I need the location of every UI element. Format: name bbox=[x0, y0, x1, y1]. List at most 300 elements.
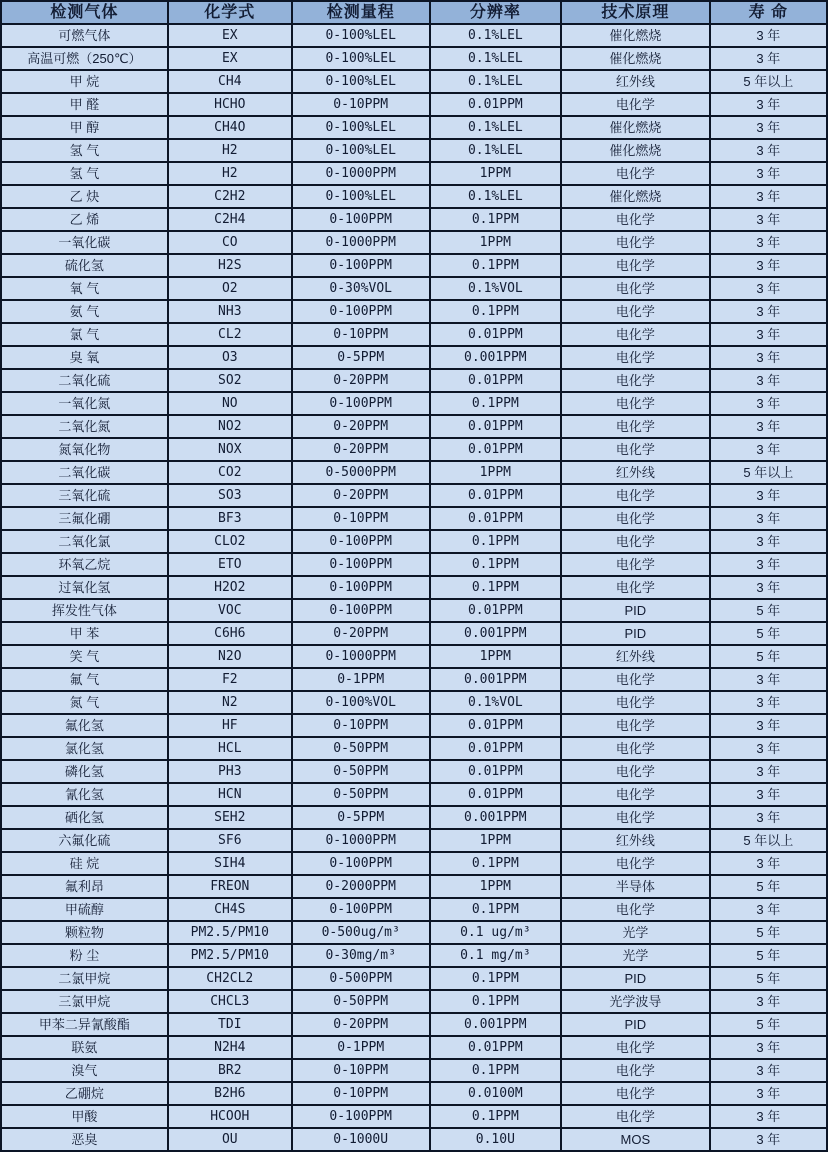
cell-range: 0-1000PPM bbox=[292, 162, 430, 185]
table-row bbox=[1, 93, 827, 116]
cell-gas: 三氟化硼 bbox=[1, 507, 168, 530]
table-row bbox=[1, 1082, 827, 1105]
cell-range: 0-100%VOL bbox=[292, 691, 430, 714]
cell-lifespan: 3 年 bbox=[710, 1128, 827, 1151]
cell-resolution: 0.1PPM bbox=[430, 1105, 561, 1128]
cell-range: 0-100%LEL bbox=[292, 47, 430, 70]
cell-formula: CH2CL2 bbox=[168, 967, 292, 990]
cell-principle: 电化学 bbox=[561, 438, 710, 461]
cell-formula: C6H6 bbox=[168, 622, 292, 645]
cell-lifespan: 3 年 bbox=[710, 438, 827, 461]
cell-gas: 硅 烷 bbox=[1, 852, 168, 875]
cell-principle: 电化学 bbox=[561, 93, 710, 116]
cell-resolution: 1PPM bbox=[430, 461, 561, 484]
cell-principle: 电化学 bbox=[561, 1036, 710, 1059]
cell-gas: 二氯甲烷 bbox=[1, 967, 168, 990]
cell-principle: 电化学 bbox=[561, 346, 710, 369]
cell-formula: PM2.5/PM10 bbox=[168, 944, 292, 967]
cell-gas: 磷化氢 bbox=[1, 760, 168, 783]
cell-range: 0-50PPM bbox=[292, 760, 430, 783]
cell-resolution: 1PPM bbox=[430, 829, 561, 852]
cell-lifespan: 3 年 bbox=[710, 392, 827, 415]
cell-principle: 催化燃烧 bbox=[561, 24, 710, 47]
cell-principle: 电化学 bbox=[561, 162, 710, 185]
cell-lifespan: 3 年 bbox=[710, 346, 827, 369]
table-row bbox=[1, 323, 827, 346]
cell-formula: H2O2 bbox=[168, 576, 292, 599]
cell-lifespan: 3 年 bbox=[710, 507, 827, 530]
cell-gas: 二氧化碳 bbox=[1, 461, 168, 484]
cell-resolution: 0.001PPM bbox=[430, 668, 561, 691]
table-row bbox=[1, 553, 827, 576]
cell-gas: 甲 苯 bbox=[1, 622, 168, 645]
table-row bbox=[1, 967, 827, 990]
cell-range: 0-500ug/m³ bbox=[292, 921, 430, 944]
cell-resolution: 0.1PPM bbox=[430, 254, 561, 277]
cell-resolution: 0.1PPM bbox=[430, 300, 561, 323]
cell-lifespan: 3 年 bbox=[710, 162, 827, 185]
cell-resolution: 0.01PPM bbox=[430, 323, 561, 346]
cell-resolution: 0.1%LEL bbox=[430, 116, 561, 139]
cell-formula: N2 bbox=[168, 691, 292, 714]
cell-gas: 臭 氧 bbox=[1, 346, 168, 369]
cell-formula: B2H6 bbox=[168, 1082, 292, 1105]
cell-gas: 挥发性气体 bbox=[1, 599, 168, 622]
cell-formula: SF6 bbox=[168, 829, 292, 852]
cell-principle: 电化学 bbox=[561, 576, 710, 599]
cell-formula: HCHO bbox=[168, 93, 292, 116]
table-row bbox=[1, 369, 827, 392]
cell-resolution: 0.01PPM bbox=[430, 369, 561, 392]
table-row bbox=[1, 1036, 827, 1059]
cell-formula: HCL bbox=[168, 737, 292, 760]
cell-gas: 乙 烯 bbox=[1, 208, 168, 231]
cell-formula: O2 bbox=[168, 277, 292, 300]
table-row bbox=[1, 438, 827, 461]
cell-formula: EX bbox=[168, 47, 292, 70]
cell-formula: SO3 bbox=[168, 484, 292, 507]
cell-resolution: 0.0100M bbox=[430, 1082, 561, 1105]
table-row bbox=[1, 70, 827, 93]
cell-formula: FREON bbox=[168, 875, 292, 898]
cell-resolution: 0.1%VOL bbox=[430, 277, 561, 300]
cell-gas: 甲苯二异氰酸酯 bbox=[1, 1013, 168, 1036]
cell-principle: 电化学 bbox=[561, 783, 710, 806]
cell-principle: 红外线 bbox=[561, 70, 710, 93]
cell-gas: 甲硫醇 bbox=[1, 898, 168, 921]
cell-resolution: 0.01PPM bbox=[430, 760, 561, 783]
cell-formula: CHCL3 bbox=[168, 990, 292, 1013]
cell-range: 0-1PPM bbox=[292, 1036, 430, 1059]
table-row bbox=[1, 392, 827, 415]
cell-range: 0-50PPM bbox=[292, 990, 430, 1013]
cell-gas: 高温可燃（250℃） bbox=[1, 47, 168, 70]
cell-formula: F2 bbox=[168, 668, 292, 691]
cell-principle: 电化学 bbox=[561, 760, 710, 783]
cell-resolution: 0.1PPM bbox=[430, 208, 561, 231]
cell-lifespan: 3 年 bbox=[710, 990, 827, 1013]
cell-gas: 甲 烷 bbox=[1, 70, 168, 93]
cell-lifespan: 3 年 bbox=[710, 277, 827, 300]
cell-resolution: 0.01PPM bbox=[430, 438, 561, 461]
cell-range: 0-10PPM bbox=[292, 1082, 430, 1105]
cell-lifespan: 5 年以上 bbox=[710, 829, 827, 852]
table-row bbox=[1, 990, 827, 1013]
cell-principle: 光学 bbox=[561, 944, 710, 967]
table-row bbox=[1, 1128, 827, 1151]
cell-lifespan: 3 年 bbox=[710, 208, 827, 231]
cell-range: 0-10PPM bbox=[292, 507, 430, 530]
cell-gas: 氯化氢 bbox=[1, 737, 168, 760]
table-row bbox=[1, 875, 827, 898]
cell-gas: 环氧乙烷 bbox=[1, 553, 168, 576]
cell-resolution: 0.01PPM bbox=[430, 783, 561, 806]
cell-range: 0-50PPM bbox=[292, 783, 430, 806]
cell-range: 0-1000PPM bbox=[292, 231, 430, 254]
table-row bbox=[1, 898, 827, 921]
cell-formula: VOC bbox=[168, 599, 292, 622]
cell-lifespan: 3 年 bbox=[710, 714, 827, 737]
table-row bbox=[1, 139, 827, 162]
cell-principle: 催化燃烧 bbox=[561, 116, 710, 139]
cell-principle: 电化学 bbox=[561, 323, 710, 346]
cell-range: 0-100%LEL bbox=[292, 116, 430, 139]
cell-principle: 电化学 bbox=[561, 231, 710, 254]
cell-formula: N2O bbox=[168, 645, 292, 668]
cell-lifespan: 3 年 bbox=[710, 668, 827, 691]
cell-lifespan: 5 年 bbox=[710, 599, 827, 622]
cell-lifespan: 3 年 bbox=[710, 1105, 827, 1128]
cell-resolution: 0.1%LEL bbox=[430, 185, 561, 208]
cell-lifespan: 3 年 bbox=[710, 576, 827, 599]
cell-gas: 甲 醇 bbox=[1, 116, 168, 139]
table-row bbox=[1, 1105, 827, 1128]
cell-gas: 笑 气 bbox=[1, 645, 168, 668]
cell-principle: MOS bbox=[561, 1128, 710, 1151]
table-row bbox=[1, 783, 827, 806]
table-row bbox=[1, 277, 827, 300]
cell-formula: OU bbox=[168, 1128, 292, 1151]
cell-lifespan: 5 年 bbox=[710, 645, 827, 668]
cell-principle: 催化燃烧 bbox=[561, 185, 710, 208]
cell-principle: PID bbox=[561, 967, 710, 990]
cell-gas: 氢 气 bbox=[1, 162, 168, 185]
table-row bbox=[1, 599, 827, 622]
cell-resolution: 0.1PPM bbox=[430, 576, 561, 599]
table-row bbox=[1, 254, 827, 277]
table-row bbox=[1, 852, 827, 875]
cell-gas: 甲酸 bbox=[1, 1105, 168, 1128]
cell-range: 0-500PPM bbox=[292, 967, 430, 990]
cell-formula: SEH2 bbox=[168, 806, 292, 829]
cell-range: 0-1000PPM bbox=[292, 645, 430, 668]
cell-principle: PID bbox=[561, 599, 710, 622]
cell-gas: 二氧化氯 bbox=[1, 530, 168, 553]
cell-principle: 光学 bbox=[561, 921, 710, 944]
cell-lifespan: 3 年 bbox=[710, 806, 827, 829]
cell-principle: 电化学 bbox=[561, 737, 710, 760]
table-row bbox=[1, 507, 827, 530]
cell-lifespan: 3 年 bbox=[710, 1059, 827, 1082]
cell-formula: H2S bbox=[168, 254, 292, 277]
cell-formula: ETO bbox=[168, 553, 292, 576]
cell-range: 0-100%LEL bbox=[292, 139, 430, 162]
cell-lifespan: 3 年 bbox=[710, 553, 827, 576]
cell-lifespan: 3 年 bbox=[710, 300, 827, 323]
cell-resolution: 0.1 mg/m³ bbox=[430, 944, 561, 967]
cell-range: 0-20PPM bbox=[292, 438, 430, 461]
cell-formula: HCN bbox=[168, 783, 292, 806]
table-row bbox=[1, 645, 827, 668]
cell-resolution: 0.1PPM bbox=[430, 553, 561, 576]
cell-gas: 恶臭 bbox=[1, 1128, 168, 1151]
cell-gas: 氟化氢 bbox=[1, 714, 168, 737]
table-row bbox=[1, 231, 827, 254]
cell-gas: 氟 气 bbox=[1, 668, 168, 691]
cell-principle: 电化学 bbox=[561, 254, 710, 277]
cell-lifespan: 5 年 bbox=[710, 967, 827, 990]
cell-gas: 氮氧化物 bbox=[1, 438, 168, 461]
table-row bbox=[1, 208, 827, 231]
cell-lifespan: 3 年 bbox=[710, 898, 827, 921]
cell-resolution: 0.1%LEL bbox=[430, 47, 561, 70]
cell-formula: HCOOH bbox=[168, 1105, 292, 1128]
cell-lifespan: 5 年 bbox=[710, 622, 827, 645]
cell-lifespan: 3 年 bbox=[710, 139, 827, 162]
table-row bbox=[1, 760, 827, 783]
cell-lifespan: 3 年 bbox=[710, 852, 827, 875]
cell-principle: 电化学 bbox=[561, 208, 710, 231]
cell-lifespan: 3 年 bbox=[710, 24, 827, 47]
table-row bbox=[1, 576, 827, 599]
cell-range: 0-100PPM bbox=[292, 300, 430, 323]
table-row bbox=[1, 944, 827, 967]
cell-range: 0-100PPM bbox=[292, 208, 430, 231]
cell-gas: 甲 醛 bbox=[1, 93, 168, 116]
cell-formula: H2 bbox=[168, 162, 292, 185]
cell-formula: HF bbox=[168, 714, 292, 737]
cell-resolution: 0.01PPM bbox=[430, 737, 561, 760]
table-row bbox=[1, 47, 827, 70]
cell-gas: 一氧化氮 bbox=[1, 392, 168, 415]
cell-formula: CO2 bbox=[168, 461, 292, 484]
table-row bbox=[1, 1013, 827, 1036]
cell-principle: 催化燃烧 bbox=[561, 139, 710, 162]
cell-range: 0-1000U bbox=[292, 1128, 430, 1151]
cell-principle: 光学波导 bbox=[561, 990, 710, 1013]
cell-principle: 电化学 bbox=[561, 898, 710, 921]
table-row bbox=[1, 346, 827, 369]
table-row bbox=[1, 415, 827, 438]
cell-gas: 氮 气 bbox=[1, 691, 168, 714]
cell-resolution: 0.1%VOL bbox=[430, 691, 561, 714]
cell-resolution: 0.1PPM bbox=[430, 967, 561, 990]
cell-resolution: 1PPM bbox=[430, 162, 561, 185]
cell-gas: 氨 气 bbox=[1, 300, 168, 323]
cell-resolution: 0.10U bbox=[430, 1128, 561, 1151]
cell-principle: 催化燃烧 bbox=[561, 47, 710, 70]
cell-formula: H2 bbox=[168, 139, 292, 162]
cell-lifespan: 3 年 bbox=[710, 1082, 827, 1105]
cell-lifespan: 5 年 bbox=[710, 875, 827, 898]
cell-resolution: 0.01PPM bbox=[430, 415, 561, 438]
table-row bbox=[1, 737, 827, 760]
cell-formula: CO bbox=[168, 231, 292, 254]
cell-gas: 一氧化碳 bbox=[1, 231, 168, 254]
cell-range: 0-100PPM bbox=[292, 392, 430, 415]
cell-formula: PM2.5/PM10 bbox=[168, 921, 292, 944]
cell-lifespan: 3 年 bbox=[710, 116, 827, 139]
cell-principle: 红外线 bbox=[561, 461, 710, 484]
cell-range: 0-10PPM bbox=[292, 1059, 430, 1082]
cell-gas: 三氯甲烷 bbox=[1, 990, 168, 1013]
cell-gas: 乙 炔 bbox=[1, 185, 168, 208]
cell-formula: O3 bbox=[168, 346, 292, 369]
cell-range: 0-10PPM bbox=[292, 93, 430, 116]
cell-range: 0-20PPM bbox=[292, 369, 430, 392]
cell-gas: 氟利昂 bbox=[1, 875, 168, 898]
cell-principle: 电化学 bbox=[561, 1105, 710, 1128]
cell-resolution: 0.1PPM bbox=[430, 530, 561, 553]
cell-resolution: 0.001PPM bbox=[430, 346, 561, 369]
cell-lifespan: 3 年 bbox=[710, 484, 827, 507]
cell-lifespan: 3 年 bbox=[710, 254, 827, 277]
table-row bbox=[1, 300, 827, 323]
cell-formula: EX bbox=[168, 24, 292, 47]
cell-range: 0-20PPM bbox=[292, 484, 430, 507]
cell-principle: PID bbox=[561, 1013, 710, 1036]
cell-formula: SIH4 bbox=[168, 852, 292, 875]
cell-range: 0-30%VOL bbox=[292, 277, 430, 300]
table-row bbox=[1, 116, 827, 139]
cell-range: 0-100%LEL bbox=[292, 24, 430, 47]
header-principle: 技术原理 bbox=[561, 1, 710, 24]
cell-resolution: 0.01PPM bbox=[430, 484, 561, 507]
cell-principle: 电化学 bbox=[561, 369, 710, 392]
cell-gas: 硒化氢 bbox=[1, 806, 168, 829]
cell-resolution: 0.01PPM bbox=[430, 599, 561, 622]
cell-lifespan: 5 年以上 bbox=[710, 461, 827, 484]
cell-resolution: 0.001PPM bbox=[430, 622, 561, 645]
cell-principle: 电化学 bbox=[561, 300, 710, 323]
table-row bbox=[1, 24, 827, 47]
cell-range: 0-100PPM bbox=[292, 599, 430, 622]
cell-formula: NO2 bbox=[168, 415, 292, 438]
cell-lifespan: 3 年 bbox=[710, 369, 827, 392]
cell-formula: BF3 bbox=[168, 507, 292, 530]
cell-principle: 电化学 bbox=[561, 1082, 710, 1105]
table-row bbox=[1, 1059, 827, 1082]
cell-resolution: 1PPM bbox=[430, 231, 561, 254]
cell-gas: 氯 气 bbox=[1, 323, 168, 346]
cell-range: 0-5PPM bbox=[292, 806, 430, 829]
cell-gas: 二氧化硫 bbox=[1, 369, 168, 392]
cell-principle: 电化学 bbox=[561, 530, 710, 553]
cell-gas: 氢 气 bbox=[1, 139, 168, 162]
cell-range: 0-100PPM bbox=[292, 898, 430, 921]
cell-resolution: 0.1PPM bbox=[430, 852, 561, 875]
cell-resolution: 0.01PPM bbox=[430, 714, 561, 737]
cell-range: 0-100PPM bbox=[292, 1105, 430, 1128]
cell-formula: N2H4 bbox=[168, 1036, 292, 1059]
cell-lifespan: 3 年 bbox=[710, 231, 827, 254]
table-row bbox=[1, 668, 827, 691]
table-row bbox=[1, 484, 827, 507]
cell-lifespan: 5 年以上 bbox=[710, 70, 827, 93]
cell-lifespan: 5 年 bbox=[710, 1013, 827, 1036]
cell-lifespan: 3 年 bbox=[710, 530, 827, 553]
cell-lifespan: 3 年 bbox=[710, 760, 827, 783]
header-gas: 检测气体 bbox=[1, 1, 168, 24]
cell-formula: CLO2 bbox=[168, 530, 292, 553]
table-row bbox=[1, 622, 827, 645]
cell-formula: C2H4 bbox=[168, 208, 292, 231]
cell-gas: 二氧化氮 bbox=[1, 415, 168, 438]
cell-resolution: 1PPM bbox=[430, 645, 561, 668]
cell-range: 0-100PPM bbox=[292, 254, 430, 277]
cell-principle: 电化学 bbox=[561, 714, 710, 737]
cell-range: 0-100PPM bbox=[292, 553, 430, 576]
cell-resolution: 1PPM bbox=[430, 875, 561, 898]
cell-gas: 联氨 bbox=[1, 1036, 168, 1059]
cell-resolution: 0.01PPM bbox=[430, 507, 561, 530]
cell-range: 0-100%LEL bbox=[292, 185, 430, 208]
cell-lifespan: 3 年 bbox=[710, 783, 827, 806]
cell-resolution: 0.001PPM bbox=[430, 1013, 561, 1036]
cell-range: 0-10PPM bbox=[292, 323, 430, 346]
cell-lifespan: 3 年 bbox=[710, 1036, 827, 1059]
cell-resolution: 0.1PPM bbox=[430, 1059, 561, 1082]
cell-range: 0-30mg/m³ bbox=[292, 944, 430, 967]
cell-resolution: 0.001PPM bbox=[430, 806, 561, 829]
cell-gas: 六氟化硫 bbox=[1, 829, 168, 852]
cell-formula: NOX bbox=[168, 438, 292, 461]
cell-principle: PID bbox=[561, 622, 710, 645]
table-row bbox=[1, 461, 827, 484]
header-range: 检测量程 bbox=[292, 1, 430, 24]
cell-lifespan: 3 年 bbox=[710, 415, 827, 438]
cell-principle: 电化学 bbox=[561, 806, 710, 829]
cell-lifespan: 3 年 bbox=[710, 93, 827, 116]
table-header-row bbox=[1, 1, 827, 24]
cell-principle: 电化学 bbox=[561, 691, 710, 714]
cell-lifespan: 3 年 bbox=[710, 185, 827, 208]
header-formula: 化学式 bbox=[168, 1, 292, 24]
cell-range: 0-1000PPM bbox=[292, 829, 430, 852]
cell-principle: 电化学 bbox=[561, 1059, 710, 1082]
cell-formula: CH4O bbox=[168, 116, 292, 139]
cell-resolution: 0.01PPM bbox=[430, 93, 561, 116]
cell-range: 0-1PPM bbox=[292, 668, 430, 691]
header-resolution: 分辨率 bbox=[430, 1, 561, 24]
cell-formula: CH4 bbox=[168, 70, 292, 93]
cell-gas: 溴气 bbox=[1, 1059, 168, 1082]
cell-range: 0-100PPM bbox=[292, 530, 430, 553]
cell-resolution: 0.1%LEL bbox=[430, 139, 561, 162]
cell-formula: CH4S bbox=[168, 898, 292, 921]
cell-resolution: 0.01PPM bbox=[430, 1036, 561, 1059]
cell-lifespan: 5 年 bbox=[710, 921, 827, 944]
cell-formula: BR2 bbox=[168, 1059, 292, 1082]
cell-lifespan: 5 年 bbox=[710, 944, 827, 967]
cell-resolution: 0.1 ug/m³ bbox=[430, 921, 561, 944]
cell-range: 0-100PPM bbox=[292, 576, 430, 599]
cell-principle: 电化学 bbox=[561, 277, 710, 300]
cell-formula: CL2 bbox=[168, 323, 292, 346]
cell-gas: 三氧化硫 bbox=[1, 484, 168, 507]
cell-range: 0-50PPM bbox=[292, 737, 430, 760]
cell-principle: 电化学 bbox=[561, 668, 710, 691]
